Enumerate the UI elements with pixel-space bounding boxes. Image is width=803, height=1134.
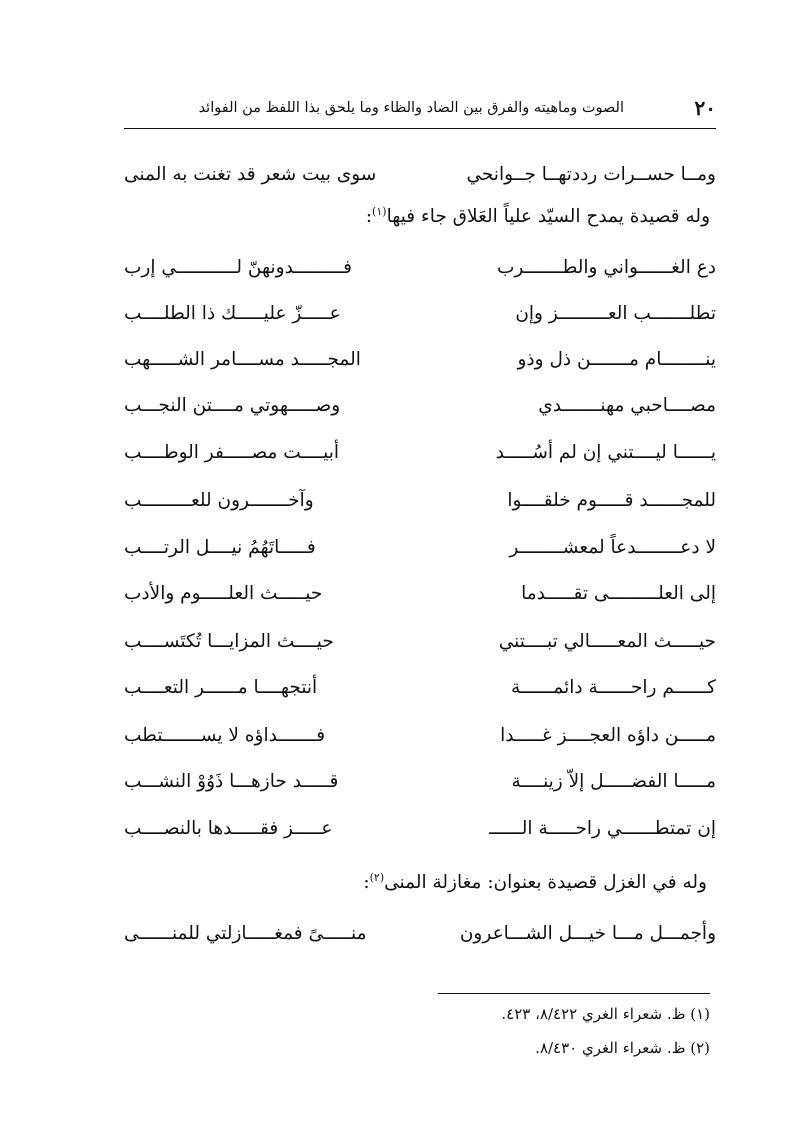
verse-second-hemistich: وصـــــهوتي مــــتن النجـــب [124, 395, 341, 416]
poem-2-verse [124, 923, 716, 957]
verse-first-hemistich: وأجمـــل مـــا خيـــل الشـــاعرون [459, 923, 716, 944]
verse-second-hemistich: فـــــــداؤه لا يســـــــتطب [124, 725, 326, 746]
poem-verse [124, 303, 716, 337]
verse-second-hemistich: عـــــزّ عليـــــك ذا الطلــــب [124, 303, 341, 324]
footnote-ref: (٢) [369, 871, 385, 884]
verse-first-hemistich: للمجــــــد قـــــوم خلقــــوا [507, 490, 716, 511]
poem-verse [124, 725, 716, 759]
footnote-ref: (١) [372, 205, 387, 218]
page-number: ٢٠ [694, 96, 716, 120]
verse-second-hemistich: منـــــىً فمغـــــازلتي للمنــــــى [124, 923, 367, 944]
verse-first-hemistich: مصــــاحبي مهنـــــــدي [538, 395, 716, 416]
footnote: (٢) ظ. شعراء الغري ٨/٤٣٠. [535, 1039, 710, 1057]
verse-first-hemistich: ينــــــــام مـــــــن ذل وذو [517, 349, 716, 370]
verse-second-hemistich: وآخـــــــرون للعـــــــــب [124, 490, 314, 511]
verse-first-hemistich: يــــــا ليــــتني إن لم أسُـــــد [495, 442, 716, 463]
intro-colon: : [363, 872, 370, 894]
intro-text: وله قصيدة يمدح السيّد علياً العَلاق جاء فيها [386, 206, 710, 228]
poem-verse [124, 818, 716, 852]
running-title: الصوت وماهيته والفرق بين الضاد والظاء وما يلحق بذا اللفظ من الفوائد [198, 100, 624, 116]
verse-second-hemistich: سوى بيت شعر قد تغنت به المنى [124, 164, 377, 185]
poem-verse [124, 442, 716, 476]
verse-first-hemistich: لا دعــــــــدعاً لمعشــــــــر [509, 537, 716, 558]
verse-first-hemistich: ومــا حســرات رددتهــا جــوانحي [466, 164, 716, 185]
page-header [124, 88, 716, 129]
footnote: (١) ظ. شعراء الغري ٨/٤٢٢، ٤٢٣. [501, 1005, 710, 1023]
verse-second-hemistich: فـــــــــدونهنّ لـــــــــــي إرب [124, 257, 352, 278]
poem-verse [124, 257, 716, 291]
verse-second-hemistich: حيــــث المزايـــا تُكتَســــب [124, 631, 334, 652]
poem-verse [124, 677, 716, 711]
poem-verse [124, 349, 716, 383]
verse-second-hemistich: عـــــز فقـــــدها بالنصــــب [124, 818, 333, 839]
verse-second-hemistich: أبيــــت مصـــــفر الوطــــب [124, 442, 339, 463]
poem-verse [124, 583, 716, 617]
opening-verse [124, 164, 716, 198]
verse-first-hemistich: مـــــن داؤه العجــــز غـــــدا [500, 725, 716, 746]
intro-colon: : [365, 206, 373, 228]
verse-second-hemistich: حيـــــث العلـــــوم والأدب [124, 583, 323, 604]
verse-first-hemistich: كــــــم راحــــــة دائمــــــة [510, 677, 716, 698]
verse-second-hemistich: المجـــــد مســــامر الشـــــهب [124, 349, 361, 370]
verse-second-hemistich: فـــــاتَهُمُ نيــــل الرتــــب [124, 537, 316, 558]
intro-text: وله في الغزل قصيدة بعنوان: مغازلة المنى [384, 872, 707, 894]
verse-first-hemistich: حيـــــث المعـــــالي تبــــتني [498, 631, 716, 652]
verse-first-hemistich: إن تمتطــــــي راحـــــة الــــــ [489, 818, 716, 839]
verse-first-hemistich: دع الغــــــواني والطـــــــرب [497, 257, 716, 278]
poem-verse [124, 537, 716, 571]
verse-first-hemistich: إلى العلـــــــــى تقـــــدما [521, 583, 716, 604]
poem-verse [124, 631, 716, 665]
intro-paragraph-1 [366, 205, 710, 227]
intro-paragraph-2 [363, 871, 707, 893]
poem-verse [124, 395, 716, 429]
verse-second-hemistich: قـــــد حازهـــا ذَوُوْ النشـــب [124, 771, 339, 792]
verse-first-hemistich: تطلـــــــب العـــــــــز وإن [515, 303, 716, 324]
footnote-separator [438, 993, 710, 994]
verse-first-hemistich: مـــــا الفضـــــل إلاّ زينــــة [511, 771, 716, 792]
poem-verse [124, 771, 716, 805]
poem-verse [124, 490, 716, 524]
verse-second-hemistich: أنتجهــــا مــــــر التعــــب [124, 677, 318, 698]
